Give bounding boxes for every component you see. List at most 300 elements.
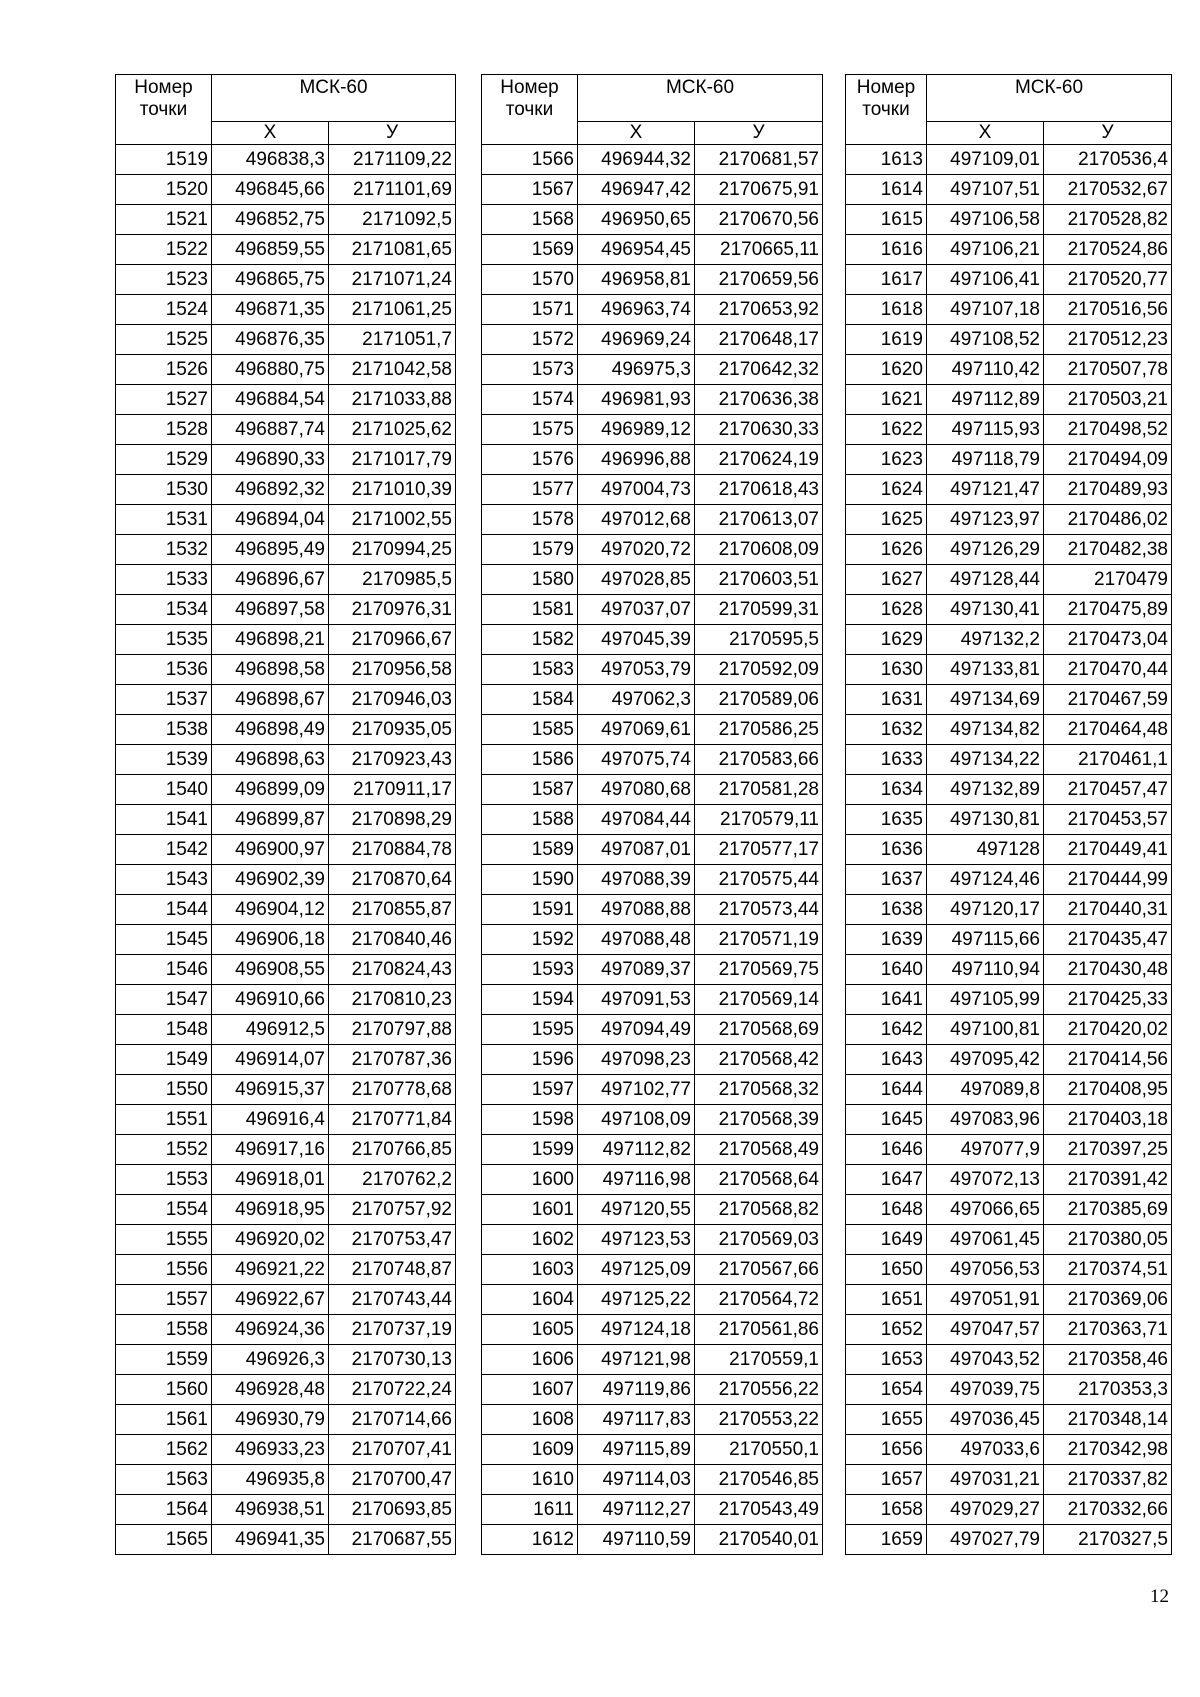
y-coordinate-cell: 2170568,69 [695,1015,823,1045]
x-coordinate-cell: 497095,42 [927,1045,1044,1075]
y-coordinate-cell: 2170358,46 [1044,1345,1172,1375]
x-coordinate-cell: 497106,41 [927,265,1044,295]
y-coordinate-cell: 2170568,49 [695,1135,823,1165]
x-coordinate-cell: 497031,21 [927,1465,1044,1495]
coordinates-table-2 [481,74,823,1555]
x-coordinate-cell: 497045,39 [578,625,695,655]
point-number-cell: 1593 [482,955,578,985]
table-row [482,835,823,865]
y-coordinate-cell: 2171017,79 [329,445,456,475]
table-row [116,1375,456,1405]
point-number-cell: 1612 [482,1525,578,1555]
x-coordinate-cell: 496930,79 [212,1405,329,1435]
y-coordinate-cell: 2170385,69 [1044,1195,1172,1225]
table-row [846,1285,1172,1315]
x-coordinate-cell: 496890,33 [212,445,329,475]
point-number-cell: 1586 [482,745,578,775]
x-coordinate-cell: 497115,89 [578,1435,695,1465]
y-coordinate-cell: 2170414,56 [1044,1045,1172,1075]
point-number-cell: 1554 [116,1195,212,1225]
point-number-cell: 1631 [846,685,927,715]
y-coordinate-cell: 2170363,71 [1044,1315,1172,1345]
x-coordinate-cell: 496898,67 [212,685,329,715]
point-number-cell: 1520 [116,175,212,205]
y-coordinate-cell: 2170624,19 [695,445,823,475]
point-number-cell: 1532 [116,535,212,565]
table-row [116,1315,456,1345]
y-coordinate-cell: 2170681,57 [695,145,823,175]
point-number-cell: 1594 [482,985,578,1015]
y-coordinate-cell: 2170810,23 [329,985,456,1015]
x-coordinate-cell: 497004,73 [578,475,695,505]
table-row [116,1525,456,1555]
x-coordinate-cell: 497029,27 [927,1495,1044,1525]
table-row [846,565,1172,595]
point-number-cell: 1570 [482,265,578,295]
x-coordinate-cell: 496895,49 [212,535,329,565]
point-number-cell: 1548 [116,1015,212,1045]
point-number-header-line1: Номер [856,77,916,98]
table-row [846,1255,1172,1285]
table-row [846,205,1172,235]
y-coordinate-cell: 2170475,89 [1044,595,1172,625]
point-number-cell: 1522 [116,235,212,265]
point-number-cell: 1596 [482,1045,578,1075]
point-number-header-line1: Номер [134,77,193,98]
x-coordinate-cell: 497091,53 [578,985,695,1015]
y-coordinate-cell: 2170470,44 [1044,655,1172,685]
table-row [846,595,1172,625]
x-coordinate-cell: 496897,58 [212,595,329,625]
x-coordinate-cell: 496922,67 [212,1285,329,1315]
x-coordinate-cell: 496904,12 [212,895,329,925]
y-coordinate-cell: 2171081,65 [329,235,456,265]
x-coordinate-cell: 497130,41 [927,595,1044,625]
x-coordinate-cell: 497118,79 [927,445,1044,475]
y-coordinate-cell: 2170956,58 [329,655,456,685]
table-row [846,1435,1172,1465]
table-row [482,625,823,655]
x-coordinate-cell: 496963,74 [578,295,695,325]
point-number-cell: 1642 [846,1015,927,1045]
point-number-cell: 1647 [846,1165,927,1195]
table-row [116,235,456,265]
y-coordinate-cell: 2170659,56 [695,265,823,295]
table-row [482,1225,823,1255]
x-coordinate-cell: 497115,66 [927,925,1044,955]
x-coordinate-cell: 497077,9 [927,1135,1044,1165]
y-coordinate-cell: 2170730,13 [329,1345,456,1375]
point-number-cell: 1564 [116,1495,212,1525]
y-coordinate-cell: 2170540,01 [695,1525,823,1555]
point-number-cell: 1539 [116,745,212,775]
table-row [482,1435,823,1465]
coordinate-system-header: МСК-60 [212,75,456,122]
y-coordinate-cell: 2170608,09 [695,535,823,565]
table-row [116,505,456,535]
table-row [846,1375,1172,1405]
x-coordinate-cell: 497117,83 [578,1405,695,1435]
x-coordinate-cell: 497123,97 [927,505,1044,535]
y-coordinate-cell: 2170479 [1044,565,1172,595]
y-coordinate-cell: 2170553,22 [695,1405,823,1435]
x-coordinate-cell: 497087,01 [578,835,695,865]
y-coordinate-cell: 2170337,82 [1044,1465,1172,1495]
y-coordinate-cell: 2170444,99 [1044,865,1172,895]
y-coordinate-cell: 2170778,68 [329,1075,456,1105]
table-row [116,1075,456,1105]
x-coordinate-cell: 496902,39 [212,865,329,895]
table-row [116,1405,456,1435]
x-coordinate-cell: 497088,88 [578,895,695,925]
x-coordinate-cell: 497083,96 [927,1105,1044,1135]
x-column-header: Х [927,122,1044,145]
table-row [116,535,456,565]
table-row [846,1405,1172,1435]
y-coordinate-cell: 2170430,48 [1044,955,1172,985]
y-coordinate-cell: 2170550,1 [695,1435,823,1465]
table-row [846,1345,1172,1375]
y-coordinate-cell: 2171002,55 [329,505,456,535]
y-coordinate-cell: 2170568,39 [695,1105,823,1135]
x-coordinate-cell: 496918,95 [212,1195,329,1225]
y-coordinate-cell: 2170707,41 [329,1435,456,1465]
point-number-cell: 1551 [116,1105,212,1135]
point-number-cell: 1549 [116,1045,212,1075]
point-number-cell: 1569 [482,235,578,265]
table-row [846,1315,1172,1345]
y-coordinate-cell: 2170946,03 [329,685,456,715]
point-number-cell: 1654 [846,1375,927,1405]
x-coordinate-cell: 497069,61 [578,715,695,745]
y-column-header: У [329,122,456,145]
x-coordinate-cell: 497012,68 [578,505,695,535]
table-row [846,445,1172,475]
x-coordinate-cell: 496933,23 [212,1435,329,1465]
table-row [482,1315,823,1345]
y-coordinate-cell: 2170762,2 [329,1165,456,1195]
table-row [116,745,456,775]
point-number-cell: 1640 [846,955,927,985]
table-row [482,175,823,205]
y-coordinate-cell: 2170898,29 [329,805,456,835]
point-number-cell: 1598 [482,1105,578,1135]
table-row [482,1045,823,1075]
x-coordinate-cell: 497121,47 [927,475,1044,505]
point-number-cell: 1618 [846,295,927,325]
coordinate-system-header: МСК-60 [927,75,1172,122]
point-number-cell: 1602 [482,1225,578,1255]
point-number-cell: 1534 [116,595,212,625]
y-coordinate-cell: 2170461,1 [1044,745,1172,775]
table-row [482,1375,823,1405]
point-number-cell: 1544 [116,895,212,925]
point-number-cell: 1597 [482,1075,578,1105]
y-coordinate-cell: 2171092,5 [329,205,456,235]
table-row [116,385,456,415]
x-coordinate-cell: 496944,32 [578,145,695,175]
point-number-cell: 1627 [846,565,927,595]
point-number-cell: 1581 [482,595,578,625]
point-number-cell: 1632 [846,715,927,745]
table-row [482,205,823,235]
x-coordinate-cell: 496908,55 [212,955,329,985]
point-number-cell: 1557 [116,1285,212,1315]
x-coordinate-cell: 497121,98 [578,1345,695,1375]
point-number-cell: 1638 [846,895,927,925]
point-number-cell: 1530 [116,475,212,505]
x-coordinate-cell: 496941,35 [212,1525,329,1555]
x-coordinate-cell: 496914,07 [212,1045,329,1075]
point-number-cell: 1531 [116,505,212,535]
point-number-cell: 1609 [482,1435,578,1465]
point-number-cell: 1637 [846,865,927,895]
table-row [116,925,456,955]
point-number-cell: 1646 [846,1135,927,1165]
table-row [482,1405,823,1435]
table-row [846,655,1172,685]
point-number-cell: 1607 [482,1375,578,1405]
y-coordinate-cell: 2170748,87 [329,1255,456,1285]
table-row [846,925,1172,955]
y-coordinate-cell: 2170630,33 [695,415,823,445]
y-coordinate-cell: 2170653,92 [695,295,823,325]
table-row [846,1105,1172,1135]
x-coordinate-cell: 497106,58 [927,205,1044,235]
y-coordinate-cell: 2170569,75 [695,955,823,985]
point-number-cell: 1658 [846,1495,927,1525]
coordinates-table-3 [845,74,1172,1555]
x-coordinate-cell: 497028,85 [578,565,695,595]
x-coordinate-cell: 497037,07 [578,595,695,625]
table-row [116,685,456,715]
x-coordinate-cell: 497125,09 [578,1255,695,1285]
y-coordinate-cell: 2170532,67 [1044,175,1172,205]
point-number-cell: 1613 [846,145,927,175]
point-number-cell: 1573 [482,355,578,385]
x-coordinate-cell: 497047,57 [927,1315,1044,1345]
x-coordinate-cell: 497053,79 [578,655,695,685]
table-row [116,415,456,445]
y-coordinate-cell: 2170824,43 [329,955,456,985]
x-coordinate-cell: 496915,37 [212,1075,329,1105]
point-number-cell: 1624 [846,475,927,505]
y-coordinate-cell: 2170564,72 [695,1285,823,1315]
table-row [482,1285,823,1315]
x-coordinate-cell: 496924,36 [212,1315,329,1345]
x-coordinate-cell: 496906,18 [212,925,329,955]
point-number-cell: 1571 [482,295,578,325]
table-row [846,1075,1172,1105]
y-coordinate-cell: 2170583,66 [695,745,823,775]
x-coordinate-cell: 496899,09 [212,775,329,805]
point-number-cell: 1629 [846,625,927,655]
table-row [482,1105,823,1135]
y-coordinate-cell: 2170618,43 [695,475,823,505]
point-number-cell: 1603 [482,1255,578,1285]
x-coordinate-cell: 497020,72 [578,535,695,565]
table-row [482,1135,823,1165]
x-coordinate-cell: 497108,52 [927,325,1044,355]
y-coordinate-cell: 2170613,07 [695,505,823,535]
table-row [116,625,456,655]
table-row [846,475,1172,505]
table-row [482,1165,823,1195]
y-coordinate-cell: 2171109,22 [329,145,456,175]
x-coordinate-cell: 496892,32 [212,475,329,505]
table-row [482,475,823,505]
y-coordinate-cell: 2170743,44 [329,1285,456,1315]
point-number-cell: 1558 [116,1315,212,1345]
table-row [116,595,456,625]
x-coordinate-cell: 496950,65 [578,205,695,235]
y-coordinate-cell: 2170494,09 [1044,445,1172,475]
table-row [116,1015,456,1045]
point-number-header [116,75,212,145]
point-number-cell: 1639 [846,925,927,955]
y-coordinate-cell: 2170568,82 [695,1195,823,1225]
point-number-cell: 1547 [116,985,212,1015]
table-row [482,385,823,415]
point-number-cell: 1600 [482,1165,578,1195]
point-number-cell: 1553 [116,1165,212,1195]
point-number-cell: 1572 [482,325,578,355]
point-number-cell: 1617 [846,265,927,295]
x-coordinate-cell: 497039,75 [927,1375,1044,1405]
table-row [482,745,823,775]
table-row [846,535,1172,565]
y-coordinate-cell: 2170520,77 [1044,265,1172,295]
x-coordinate-cell: 497089,8 [927,1075,1044,1105]
y-coordinate-cell: 2170766,85 [329,1135,456,1165]
table-row [482,565,823,595]
table-row [846,505,1172,535]
y-coordinate-cell: 2170642,32 [695,355,823,385]
point-number-cell: 1546 [116,955,212,985]
x-coordinate-cell: 497124,46 [927,865,1044,895]
table-row [482,1015,823,1045]
y-coordinate-cell: 2170498,52 [1044,415,1172,445]
table-row [846,1195,1172,1225]
x-coordinate-cell: 496898,58 [212,655,329,685]
table-row [116,1135,456,1165]
point-number-cell: 1620 [846,355,927,385]
x-coordinate-cell: 497132,2 [927,625,1044,655]
point-number-cell: 1659 [846,1525,927,1555]
table-row [482,145,823,175]
point-number-cell: 1538 [116,715,212,745]
y-coordinate-cell: 2171101,69 [329,175,456,205]
x-coordinate-cell: 496921,22 [212,1255,329,1285]
point-number-cell: 1526 [116,355,212,385]
table-row [116,805,456,835]
table-row [116,775,456,805]
table-row [482,355,823,385]
table-row [846,415,1172,445]
y-coordinate-cell: 2170327,5 [1044,1525,1172,1555]
y-coordinate-cell: 2170440,31 [1044,895,1172,925]
x-coordinate-cell: 497062,3 [578,685,695,715]
table-row [846,685,1172,715]
point-number-cell: 1653 [846,1345,927,1375]
y-coordinate-cell: 2170512,23 [1044,325,1172,355]
point-number-cell: 1574 [482,385,578,415]
y-coordinate-cell: 2170420,02 [1044,1015,1172,1045]
x-coordinate-cell: 497107,18 [927,295,1044,325]
table-row [846,385,1172,415]
x-coordinate-cell: 497051,91 [927,1285,1044,1315]
point-number-cell: 1552 [116,1135,212,1165]
y-coordinate-cell: 2170546,85 [695,1465,823,1495]
point-number-cell: 1527 [116,385,212,415]
x-coordinate-cell: 496989,12 [578,415,695,445]
point-number-cell: 1566 [482,145,578,175]
y-coordinate-cell: 2171033,88 [329,385,456,415]
y-coordinate-cell: 2171071,24 [329,265,456,295]
point-number-cell: 1625 [846,505,927,535]
point-number-cell: 1550 [116,1075,212,1105]
y-column-header: У [695,122,823,145]
table-row [846,325,1172,355]
point-number-cell: 1652 [846,1315,927,1345]
table-row [116,985,456,1015]
y-coordinate-cell: 2170911,17 [329,775,456,805]
table-row [482,445,823,475]
point-number-cell: 1565 [116,1525,212,1555]
point-number-header [846,75,927,145]
y-coordinate-cell: 2170648,17 [695,325,823,355]
x-coordinate-cell: 497112,27 [578,1495,695,1525]
table-row [116,1105,456,1135]
point-number-cell: 1641 [846,985,927,1015]
x-coordinate-cell: 496898,21 [212,625,329,655]
table-row [116,565,456,595]
point-number-cell: 1605 [482,1315,578,1345]
table-row [116,1495,456,1525]
point-number-cell: 1615 [846,205,927,235]
table-row [116,655,456,685]
y-coordinate-cell: 2170353,3 [1044,1375,1172,1405]
point-number-cell: 1524 [116,295,212,325]
x-coordinate-cell: 497134,69 [927,685,1044,715]
x-coordinate-cell: 497108,09 [578,1105,695,1135]
y-coordinate-cell: 2170687,55 [329,1525,456,1555]
table-row [482,895,823,925]
x-coordinate-cell: 497126,29 [927,535,1044,565]
x-coordinate-cell: 496916,4 [212,1105,329,1135]
table-row [846,805,1172,835]
x-coordinate-cell: 497036,45 [927,1405,1044,1435]
table-row [116,835,456,865]
x-coordinate-cell: 497089,37 [578,955,695,985]
table-row [116,295,456,325]
y-coordinate-cell: 2170449,41 [1044,835,1172,865]
y-coordinate-cell: 2170665,11 [695,235,823,265]
x-coordinate-cell: 497120,55 [578,1195,695,1225]
y-coordinate-cell: 2170586,25 [695,715,823,745]
x-coordinate-cell: 496910,66 [212,985,329,1015]
table-row [116,475,456,505]
point-number-cell: 1529 [116,445,212,475]
y-coordinate-cell: 2170559,1 [695,1345,823,1375]
table-row [116,325,456,355]
y-coordinate-cell: 2170855,87 [329,895,456,925]
point-number-cell: 1589 [482,835,578,865]
y-coordinate-cell: 2170568,64 [695,1165,823,1195]
point-number-cell: 1610 [482,1465,578,1495]
x-coordinate-cell: 496981,93 [578,385,695,415]
table-row [482,775,823,805]
